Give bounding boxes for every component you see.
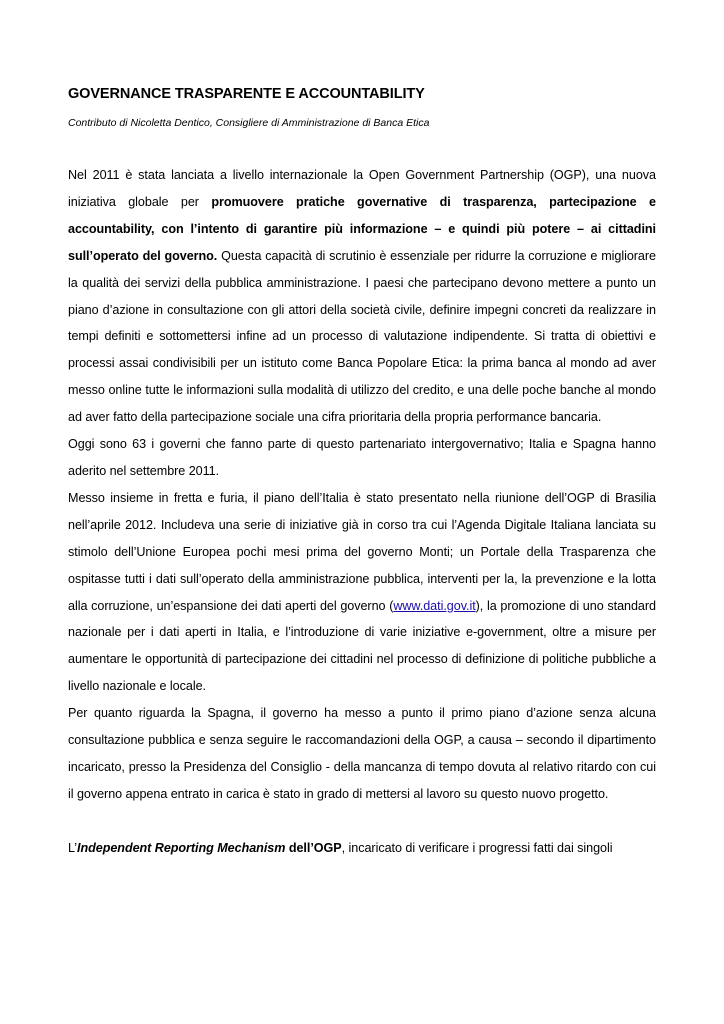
paragraph-spain-plan: Per quanto riguarda la Spagna, il governo ha messo a punto il primo piano d’azione senza alcuna consultazione pubblica e senza seguire le raccomandazioni della OGP, a causa – secondo il dipartimento incaricato, presso la Presidenza del Consiglio - della mancanza di tempo dovuta al relativo ritardo con cui il governo appena entrato in carica è stato in grado di mettersi al lavoro su questo nuovo progetto. (68, 706, 656, 801)
paragraph-text: Nel 2011 è stata lanciata a livello internazionale la Open Government Partnership (OGP), una nuova iniziativa globale per (68, 168, 656, 209)
paragraph-text: ), la promozione di uno standard nazionale per i dati aperti in Italia, e l’introduzione di varie iniziative e-government, oltre a misure per aumentare le opportunità di partecipazione dei cittadini nel processo di definizione di politiche pubbliche a livello nazionale e locale. (68, 598, 656, 694)
paragraph-text: Messo insieme in fretta e furia, il piano dell’Italia è stato presentato nella riunione dell’OGP di Brasilia nell’aprile 2012. Includeva una serie di iniziative già in corso tra cui l’Agenda Digitale Italiana lanciata su stimolo dell’Unione Europea pochi mesi prima del governo Monti; un Portale della Trasparenza che ospitasse tutti i dati sull’operato della amministrazione pubblica, interventi per la, la prevenzione e la lotta alla corruzione, un’espansione dei dati aperti del governo ( (68, 490, 656, 613)
paragraph-italy-plan (68, 485, 656, 700)
article-text (68, 162, 656, 862)
bold-emphasis: dell’OGP (285, 840, 342, 855)
paragraph-ogp-intro (68, 162, 656, 431)
bold-italic-term: Independent Reporting Mechanism (77, 840, 286, 855)
paragraph-member-governments: Oggi sono 63 i governi che fanno parte di questo partenariato intergovernativo; Italia e Spagna hanno aderito nel settembre 2011. (68, 437, 656, 478)
paragraph-text: L’ (68, 840, 78, 855)
dati-gov-link[interactable]: www.dati.gov.it (393, 598, 476, 613)
document-body (68, 84, 656, 862)
page-title: GOVERNANCE TRASPARENTE E ACCOUNTABILITY (68, 86, 425, 102)
author-subtitle: Contributo di Nicoletta Dentico, Consigliere di Amministrazione di Banca Etica (68, 117, 430, 129)
bold-emphasis: promuovere pratiche governative di trasparenza, partecipazione e accountability, con l’intento di garantire più informazione – e quindi più potere – ai cittadini sull’operato del governo. (68, 194, 656, 263)
paragraph-irm (68, 835, 656, 862)
paragraph-text: , incaricato di verificare i progressi fatti dai singoli (341, 840, 613, 855)
paragraph-text: Questa capacità di scrutinio è essenziale per ridurre la corruzione e migliorare la qualità dei servizi della pubblica amministrazione. I paesi che partecipano devono mettere a punto un piano d’azione in consultazione con gli attori della società civile, definire impegni concreti da realizzare in tempi definiti e sottomettersi infine ad un processo di valutazione indipendente. Si tratta di obiettivi e processi assai condivisibili per un istituto come Banca Popolare Etica: la prima banca al mondo ad aver messo online tutte le informazioni sulla modalità di utilizzo del credito, e una delle poche banche al mondo ad aver fatto della partecipazione sociale una cifra prioritaria della propria performance bancaria. (68, 248, 656, 425)
